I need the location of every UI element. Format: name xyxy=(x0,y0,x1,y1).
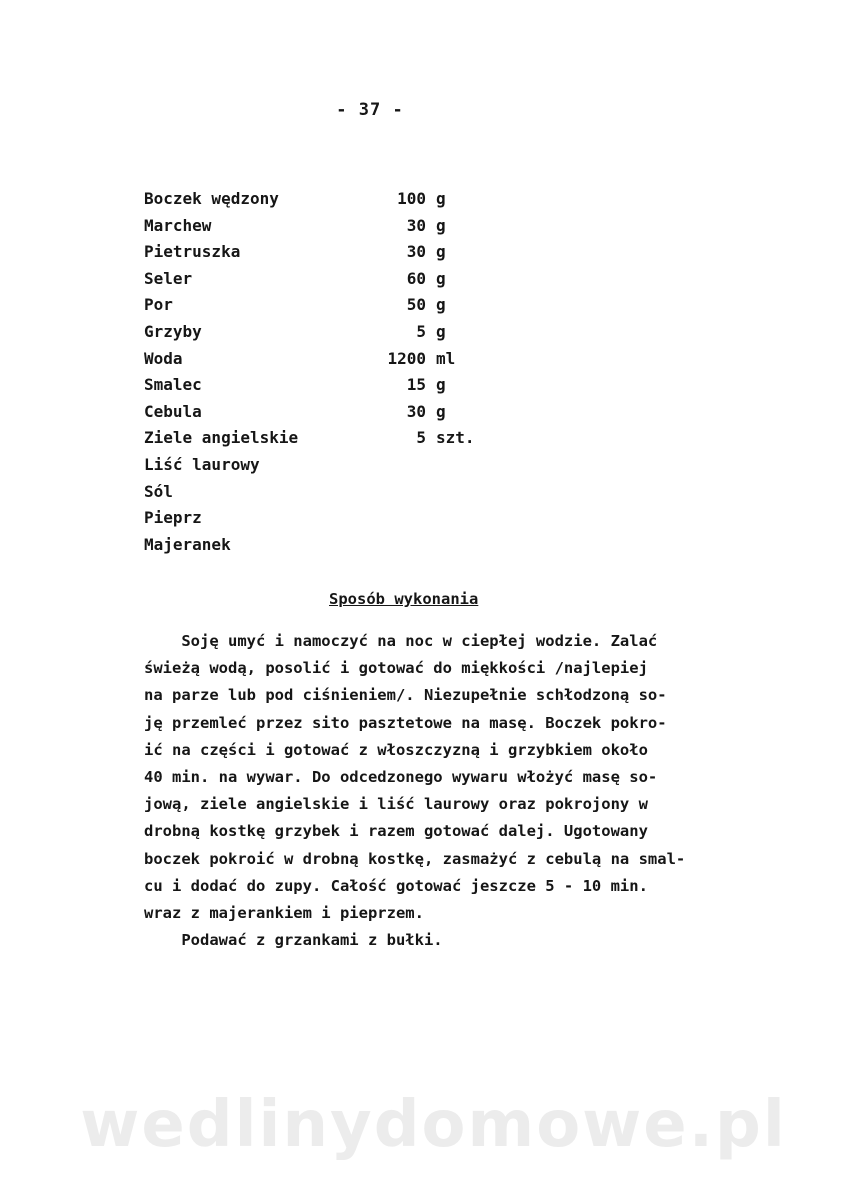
ingredient-amount: 30 xyxy=(406,242,426,262)
ingredient-name: Ziele angielskie xyxy=(144,428,299,448)
method-line: na parze lub pod ciśnieniem/. Niezupełnie schłodzoną so- xyxy=(144,686,667,705)
method-line: wraz z majerankiem i pieprzem. xyxy=(144,903,424,922)
ingredient-row xyxy=(144,346,475,373)
ingredient-amount: 15 xyxy=(406,375,426,395)
ingredient-unit xyxy=(426,452,436,479)
ingredient-row xyxy=(144,425,475,452)
ingredient-row xyxy=(144,372,475,399)
ingredient-name: Pieprz xyxy=(144,508,202,528)
ingredient-amount: 30 xyxy=(406,215,426,235)
ingredient-row xyxy=(144,479,475,506)
method-line: 40 min. na wywar. Do odcedzonego wywaru włożyć masę so- xyxy=(144,767,658,786)
ingredient-name: Pietruszka xyxy=(144,242,241,262)
ingredient-name: Grzyby xyxy=(144,321,202,341)
ingredient-amount xyxy=(371,532,426,559)
ingredient-name: Liść laurowy xyxy=(144,454,260,474)
ingredient-row xyxy=(144,532,475,559)
ingredient-name: Majeranek xyxy=(144,534,231,554)
method-text xyxy=(144,628,685,954)
method-line: świeżą wodą, posolić i gotować do miękkości /najlepiej xyxy=(144,659,648,678)
ingredient-amount: 50 xyxy=(406,295,426,315)
ingredient-unit: g xyxy=(436,321,446,341)
ingredient-row xyxy=(144,399,475,426)
ingredient-unit: szt. xyxy=(436,428,475,448)
ingredient-amount: 30 xyxy=(406,401,426,421)
method-line: jową, ziele angielskie i liść laurowy oraz pokrojony w xyxy=(144,795,648,814)
ingredient-amount: 60 xyxy=(406,268,426,288)
ingredient-amount: 5 xyxy=(416,321,426,341)
ingredient-unit: g xyxy=(436,295,446,315)
ingredient-amount xyxy=(371,452,426,479)
ingredient-row xyxy=(144,505,475,532)
ingredient-name: Smalec xyxy=(144,375,202,395)
ingredient-unit: g xyxy=(436,215,446,235)
ingredient-name: Marchew xyxy=(144,215,212,235)
ingredient-unit: g xyxy=(436,268,446,288)
method-line: Podawać z grzankami z bułki. xyxy=(144,931,443,950)
ingredient-row xyxy=(144,452,475,479)
ingredient-name: Seler xyxy=(144,268,193,288)
ingredient-unit xyxy=(426,479,436,506)
method-title: Sposób wykonania xyxy=(329,590,479,608)
ingredient-row xyxy=(144,239,475,266)
method-line: drobną kostkę grzybek i razem gotować dalej. Ugotowany xyxy=(144,822,648,841)
ingredient-unit xyxy=(426,532,436,559)
watermark: wedlinydomowe.pl xyxy=(80,1088,787,1162)
ingredient-name: Woda xyxy=(144,348,183,368)
ingredient-unit: g xyxy=(436,375,446,395)
method-line: cu i dodać do zupy. Całość gotować jeszcze 5 - 10 min. xyxy=(144,876,648,895)
ingredient-amount: 100 xyxy=(397,189,426,208)
ingredient-name: Boczek wędzony xyxy=(144,189,279,208)
ingredient-unit: g xyxy=(436,242,446,262)
ingredient-row xyxy=(144,292,475,319)
ingredient-name: Sól xyxy=(144,481,173,501)
method-line: ję przemleć przez sito pasztetowe na masę. Boczek pokro- xyxy=(144,713,667,732)
ingredient-row xyxy=(144,319,475,346)
ingredient-row xyxy=(144,213,475,240)
ingredient-name: Cebula xyxy=(144,401,202,421)
ingredient-row xyxy=(144,186,475,213)
ingredient-amount: 5 xyxy=(416,428,426,448)
ingredient-name: Por xyxy=(144,295,173,315)
ingredient-amount: 1200 xyxy=(387,348,426,368)
ingredient-amount xyxy=(371,505,426,532)
ingredients-list xyxy=(144,186,475,558)
method-line: ić na części i gotować z włoszczyzną i grzybkiem około xyxy=(144,740,648,759)
method-line: boczek pokroić w drobną kostkę, zasmażyć z cebulą na smal- xyxy=(144,849,686,868)
method-line: Soję umyć i namoczyć na noc w ciepłej wodzie. Zalać xyxy=(144,632,658,650)
ingredient-unit: ml xyxy=(436,348,456,368)
ingredient-amount xyxy=(371,479,426,506)
ingredient-unit: g xyxy=(436,189,446,208)
ingredient-unit xyxy=(426,505,436,532)
ingredient-row xyxy=(144,266,475,293)
page-number: - 37 - xyxy=(336,100,404,120)
ingredient-unit: g xyxy=(436,401,446,421)
